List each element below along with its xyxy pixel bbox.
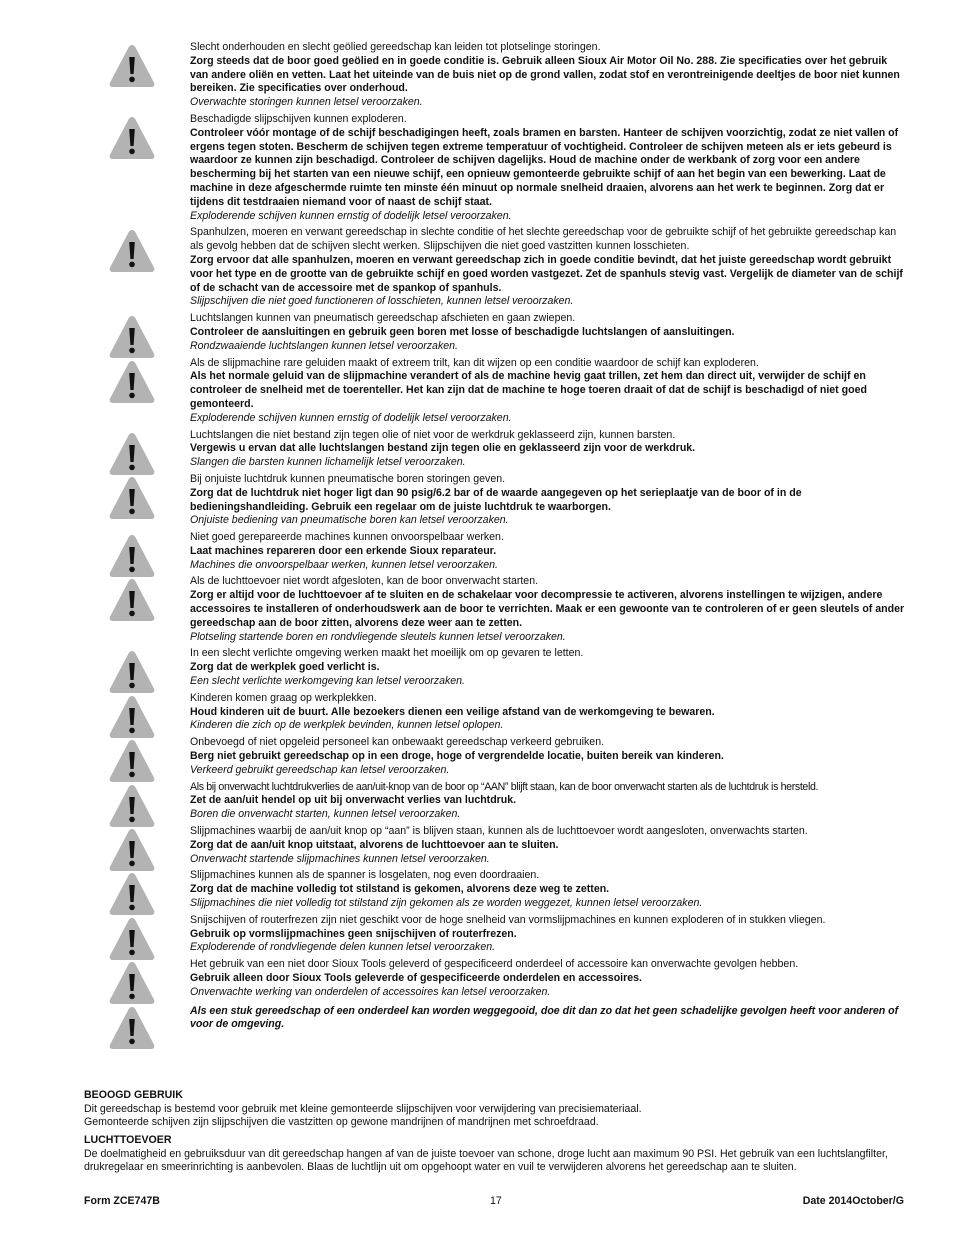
warning-item	[108, 531, 908, 572]
warning-action: Berg niet gebruikt gereedschap op in een droge, hoge of vergrendelde locatie, buiten bereik van kinderen.	[190, 750, 724, 763]
warning-consequence: Slijpmachines die niet volledig tot stilstand zijn gekomen als ze worden weggezet, kunnen letsel veroorzaken.	[190, 897, 703, 910]
warning-condition: Beschadigde slijpschijven kunnen exploderen.	[190, 112, 407, 125]
document-date: Date 2014October/G	[802, 1195, 904, 1207]
intended-use-line: Dit gereedschap is bestemd voor gebruik met kleine gemonteerde slijpschijven voor verwijdering van precisiemateriaal.	[84, 1102, 642, 1115]
warning-condition: Snijschijven of routerfrezen zijn niet geschikt voor de hoge snelheid van vormslijpmachines en kunnen exploderen of in stukken vliegen.	[190, 913, 826, 926]
warning-triangle-icon	[108, 431, 156, 477]
warning-condition: Als de slijpmachine rare geluiden maakt of extreem trilt, kan dit wijzen op een conditie waardoor de schijf kan exploderen.	[190, 356, 759, 369]
warning-action: Zorg dat de aan/uit knop uitstaat, alvorens de luchttoevoer aan te sluiten.	[190, 838, 559, 851]
warning-condition: Luchtslangen die niet bestand zijn tegen olie of niet voor de werkdruk geklasseerd zijn, kunnen barsten.	[190, 428, 676, 441]
warning-consequence: Overwachte storingen kunnen letsel veroorzaken.	[190, 96, 423, 109]
warning-triangle-icon	[108, 359, 156, 405]
warning-consequence: Slangen die barsten kunnen lichamelijk letsel veroorzaken.	[190, 456, 466, 469]
warning-consequence: Exploderende schijven kunnen ernstig of dodelijk letsel veroorzaken.	[190, 209, 512, 222]
warning-action: Zorg steeds dat de boor goed geölied en in goede conditie is. Gebruik alleen Sioux Air Motor Oil No. 288. Zie specificaties over het gebruik van andere oliën en vetten. Laat het uiteinde van de buis niet op de grond vallen, zodat stof en verontreinigende deeltjes de boor niet kunnen bereiken. Zie specificaties over onderhoud.	[190, 54, 900, 95]
air-supply-text: De doelmatigheid en gebruiksduur van dit gereedschap hangen af van de juiste toevoer van schone, droge lucht aan maximum 90 PSI. Het gebruik van een luchtslangfilter, drukregelaar en smeerinrichting is aanbevolen. Blaas de luchtlijn uit om opgehoopt water en vuil te verwijderen alvorens het gereedschap aan te sluiten.	[84, 1147, 888, 1173]
warning-item	[108, 825, 908, 866]
warning-triangle-icon	[108, 916, 156, 962]
warning-item	[108, 692, 908, 733]
warning-consequence: Slijpschijven die niet goed functioneren of losschieten, kunnen letsel veroorzaken.	[190, 295, 574, 308]
warning-condition: Als bij onverwacht luchtdrukverlies de aan/uit-knop van de boor op “AAN” blijft staan, kan de boor onverwacht starten als de luchtdruk is hersteld.	[190, 780, 819, 793]
warning-condition: Het gebruik van een niet door Sioux Tools geleverd of gespecificeerd onderdeel of accessoire kan onverwachte gevolgen hebben.	[190, 958, 799, 971]
warning-action: Vergewis u ervan dat alle luchtslangen bestand zijn tegen olie en geklasseerd zijn voor de werkdruk.	[190, 442, 696, 455]
warning-action: Zorg dat de werkplek goed verlicht is.	[190, 661, 380, 674]
warning-triangle-icon	[108, 960, 156, 1006]
warning-action: Gebruik op vormslijpmachines geen snijschijven of routerfrezen.	[190, 927, 517, 940]
warning-consequence: Onverwachte werking van onderdelen of accessoires kan letsel veroorzaken.	[190, 985, 551, 998]
warning-action: Zet de aan/uit hendel op uit bij onverwacht verlies van luchtdruk.	[190, 794, 517, 807]
warning-action: Als het normale geluid van de slijpmachine verandert of als de machine hevig gaat trillen, zet hem dan direct uit, verwijder de schijf en controleer de snelheid met de toerenteller. Het kan zijn dat de machine te hoge toeren draait of dat de schijf is beschadigd of niet goed gemonteerd.	[190, 370, 867, 410]
warning-consequence: Onverwacht startende slijpmachines kunnen letsel veroorzaken.	[190, 852, 490, 865]
warning-consequence: Rondzwaaiende luchtslangen kunnen letsel veroorzaken.	[190, 339, 458, 352]
warning-triangle-icon	[108, 694, 156, 740]
warning-triangle-icon	[108, 115, 156, 161]
disposal-warning	[108, 1003, 908, 1047]
warning-condition: In een slecht verlichte omgeving werken maakt het moeilijk om op gevaren te letten.	[190, 647, 584, 660]
warning-condition: Spanhulzen, moeren en verwant gereedschap in slechte conditie of het slechte gereedschap voor de gebruikte schijf of het gebruikte gereedschap kan als gevolg hebben dat de schijven slecht werken. Slijpschijven die niet goed vastzitten kunnen losschieten.	[190, 226, 897, 253]
page-number: 17	[490, 1195, 502, 1207]
warning-item	[108, 357, 908, 426]
warning-consequence: Machines die onvoorspelbaar werken, kunnen letsel veroorzaken.	[190, 558, 498, 571]
warnings-list	[108, 41, 908, 1049]
warning-condition: Bij onjuiste luchtdruk kunnen pneumatische boren storingen geven.	[190, 472, 506, 485]
intended-use-line: Gemonteerde schijven zijn slijpschijven die vastzitten op gewone mandrijnen of mandrijnen met schroefdraad.	[84, 1116, 599, 1128]
air-supply-heading: LUCHTTOEVOER	[84, 1134, 172, 1146]
warning-triangle-icon	[108, 577, 156, 623]
warning-condition: Luchtslangen kunnen van pneumatisch gereedschap afschieten en gaan zwiepen.	[190, 312, 576, 325]
warning-condition: Als de luchttoevoer niet wordt afgesloten, kan de boor onverwacht starten.	[190, 575, 539, 588]
warning-item	[108, 781, 908, 822]
warning-item	[108, 41, 908, 110]
intended-use-section	[84, 1089, 904, 1130]
warning-item	[108, 575, 908, 644]
warning-triangle-icon	[108, 738, 156, 784]
warning-consequence: Onjuiste bediening van pneumatische boren kan letsel veroorzaken.	[190, 514, 509, 527]
warning-condition: Onbevoegd of niet opgeleid personeel kan onbewaakt gereedschap verkeerd gebruiken.	[190, 736, 605, 749]
warning-condition: Slijpmachines kunnen als de spanner is losgelaten, nog even doordraaien.	[190, 869, 540, 882]
warning-consequence: Exploderende of rondvliegende delen kunnen letsel veroorzaken.	[190, 941, 496, 954]
warning-action: Zorg ervoor dat alle spanhulzen, moeren en verwant gereedschap zich in goede conditie bevindt, dat het juiste gereedschap wordt gebruikt voor het type en de grootte van de gebruikte schijf en goed worden vastgezet. Zet de spanhuls stevig vast. Vergelijk de diameter van de schijf of de schacht van de accessoire met de spankop of spanhuls.	[190, 253, 903, 294]
warning-condition: Kinderen komen graag op werkplekken.	[190, 691, 377, 704]
warning-consequence: Exploderende schijven kunnen ernstig of dodelijk letsel veroorzaken.	[190, 411, 512, 424]
warning-consequence: Boren die onverwacht starten, kunnen letsel veroorzaken.	[190, 808, 461, 821]
warning-triangle-icon	[108, 43, 156, 89]
air-supply-section	[84, 1134, 904, 1175]
warning-item	[108, 429, 908, 470]
warning-action: Zorg dat de machine volledig tot stilstand is gekomen, alvorens deze weg te zetten.	[190, 883, 610, 896]
warning-condition: Niet goed gerepareerde machines kunnen onvoorspelbaar werken.	[190, 531, 504, 544]
warning-item	[108, 869, 908, 910]
warning-triangle-icon	[108, 475, 156, 521]
warning-consequence: Een slecht verlichte werkomgeving kan letsel veroorzaken.	[190, 675, 465, 688]
warning-triangle-icon	[108, 228, 156, 274]
warning-item	[108, 226, 908, 309]
form-number: Form ZCE747B	[84, 1195, 160, 1207]
warning-action: Houd kinderen uit de buurt. Alle bezoekers dienen een veilige afstand van de werkomgeving te bewaren.	[190, 705, 715, 718]
warning-action: Zorg dat de luchtdruk niet hoger ligt dan 90 psig/6.2 bar of de waarde aangegeven op het serieplaatje van de boor of in de bedieningshandleiding. Gebruik een regelaar om de juiste luchtdruk te waarborgen.	[190, 486, 802, 513]
warning-triangle-icon	[108, 827, 156, 873]
warning-item	[108, 473, 908, 528]
warning-triangle-icon	[108, 783, 156, 829]
warning-consequence: Verkeerd gebruikt gereedschap kan letsel veroorzaken.	[190, 763, 450, 776]
warning-action: Controleer vóór montage of de schijf beschadigingen heeft, zoals bramen en barsten. Hanteer de schijven voorzichtig, zodat ze niet vallen of ergens tegen stoten. Bescherm de schijven tegen extreme temperatuur of vochtigheid. Controleer de schijven meteen als er iets gebeurd is waardoor ze kunnen zijn beschadigd. Controleer de schijven dagelijks. Houd de machine onder de werkbank of zorg voor een andere bescherming bij het starten van een nieuwe schijf, een opnieuw gemonteerde gebruikte schijf of aan het begin van een bewerking. Laat de machine in deze afgeschermde ruimte ten minste één minuut op normale snelheid draaien, alvorens aan het werk te beginnen. Zorg dat er tijdens dit testdraaien niemand voor of naast de schijf staat.	[190, 126, 899, 208]
warning-consequence: Kinderen die zich op de werkplek bevinden, kunnen letsel oplopen.	[190, 719, 504, 732]
warning-triangle-icon	[108, 533, 156, 579]
warning-condition: Slijpmachines waarbij de aan/uit knop op “aan” is blijven staan, kunnen als de luchttoevoer wordt aangesloten, onverwachts starten.	[190, 825, 808, 838]
intended-use-heading: BEOOGD GEBRUIK	[84, 1089, 183, 1101]
warning-item	[108, 736, 908, 777]
warning-triangle-icon	[108, 1005, 156, 1051]
warning-action: Zorg er altijd voor de luchttoevoer af te sluiten en de schakelaar voor decompressie te activeren, alvorens instellingen te wijzigen, andere accessoires te installeren of onderhoudswerk aan de boor te verrichten. Maak er een gewoonte van te controleren of er geen sleutels of ander gereedschap aan de boor zitten, alvorens deze weer aan te zetten.	[190, 589, 905, 629]
warning-item	[108, 113, 908, 223]
warning-condition: Slecht onderhouden en slecht geölied gereedschap kan leiden tot plotselinge storingen.	[190, 41, 601, 53]
warning-consequence: Plotseling startende boren en rondvliegende sleutels kunnen letsel veroorzaken.	[190, 630, 566, 643]
warning-item	[108, 647, 908, 688]
warning-action: Laat machines repareren door een erkende Sioux reparateur.	[190, 544, 497, 557]
disposal-warning-text: Als een stuk gereedschap of een onderdeel kan worden weggegooid, doe dit dan zo dat het geen schadelijke gevolgen heeft voor anderen of voor de omgeving.	[190, 1004, 899, 1031]
warning-triangle-icon	[108, 314, 156, 360]
warning-action: Gebruik alleen door Sioux Tools geleverde of gespecificeerde onderdelen en accessoires.	[190, 972, 642, 984]
warning-item	[108, 914, 908, 955]
warning-triangle-icon	[108, 649, 156, 695]
warning-triangle-icon	[108, 871, 156, 917]
warning-item	[108, 958, 908, 999]
warning-action: Controleer de aansluitingen en gebruik geen boren met losse of beschadigde luchtslangen of aansluitingen.	[190, 325, 735, 338]
warning-item	[108, 312, 908, 353]
